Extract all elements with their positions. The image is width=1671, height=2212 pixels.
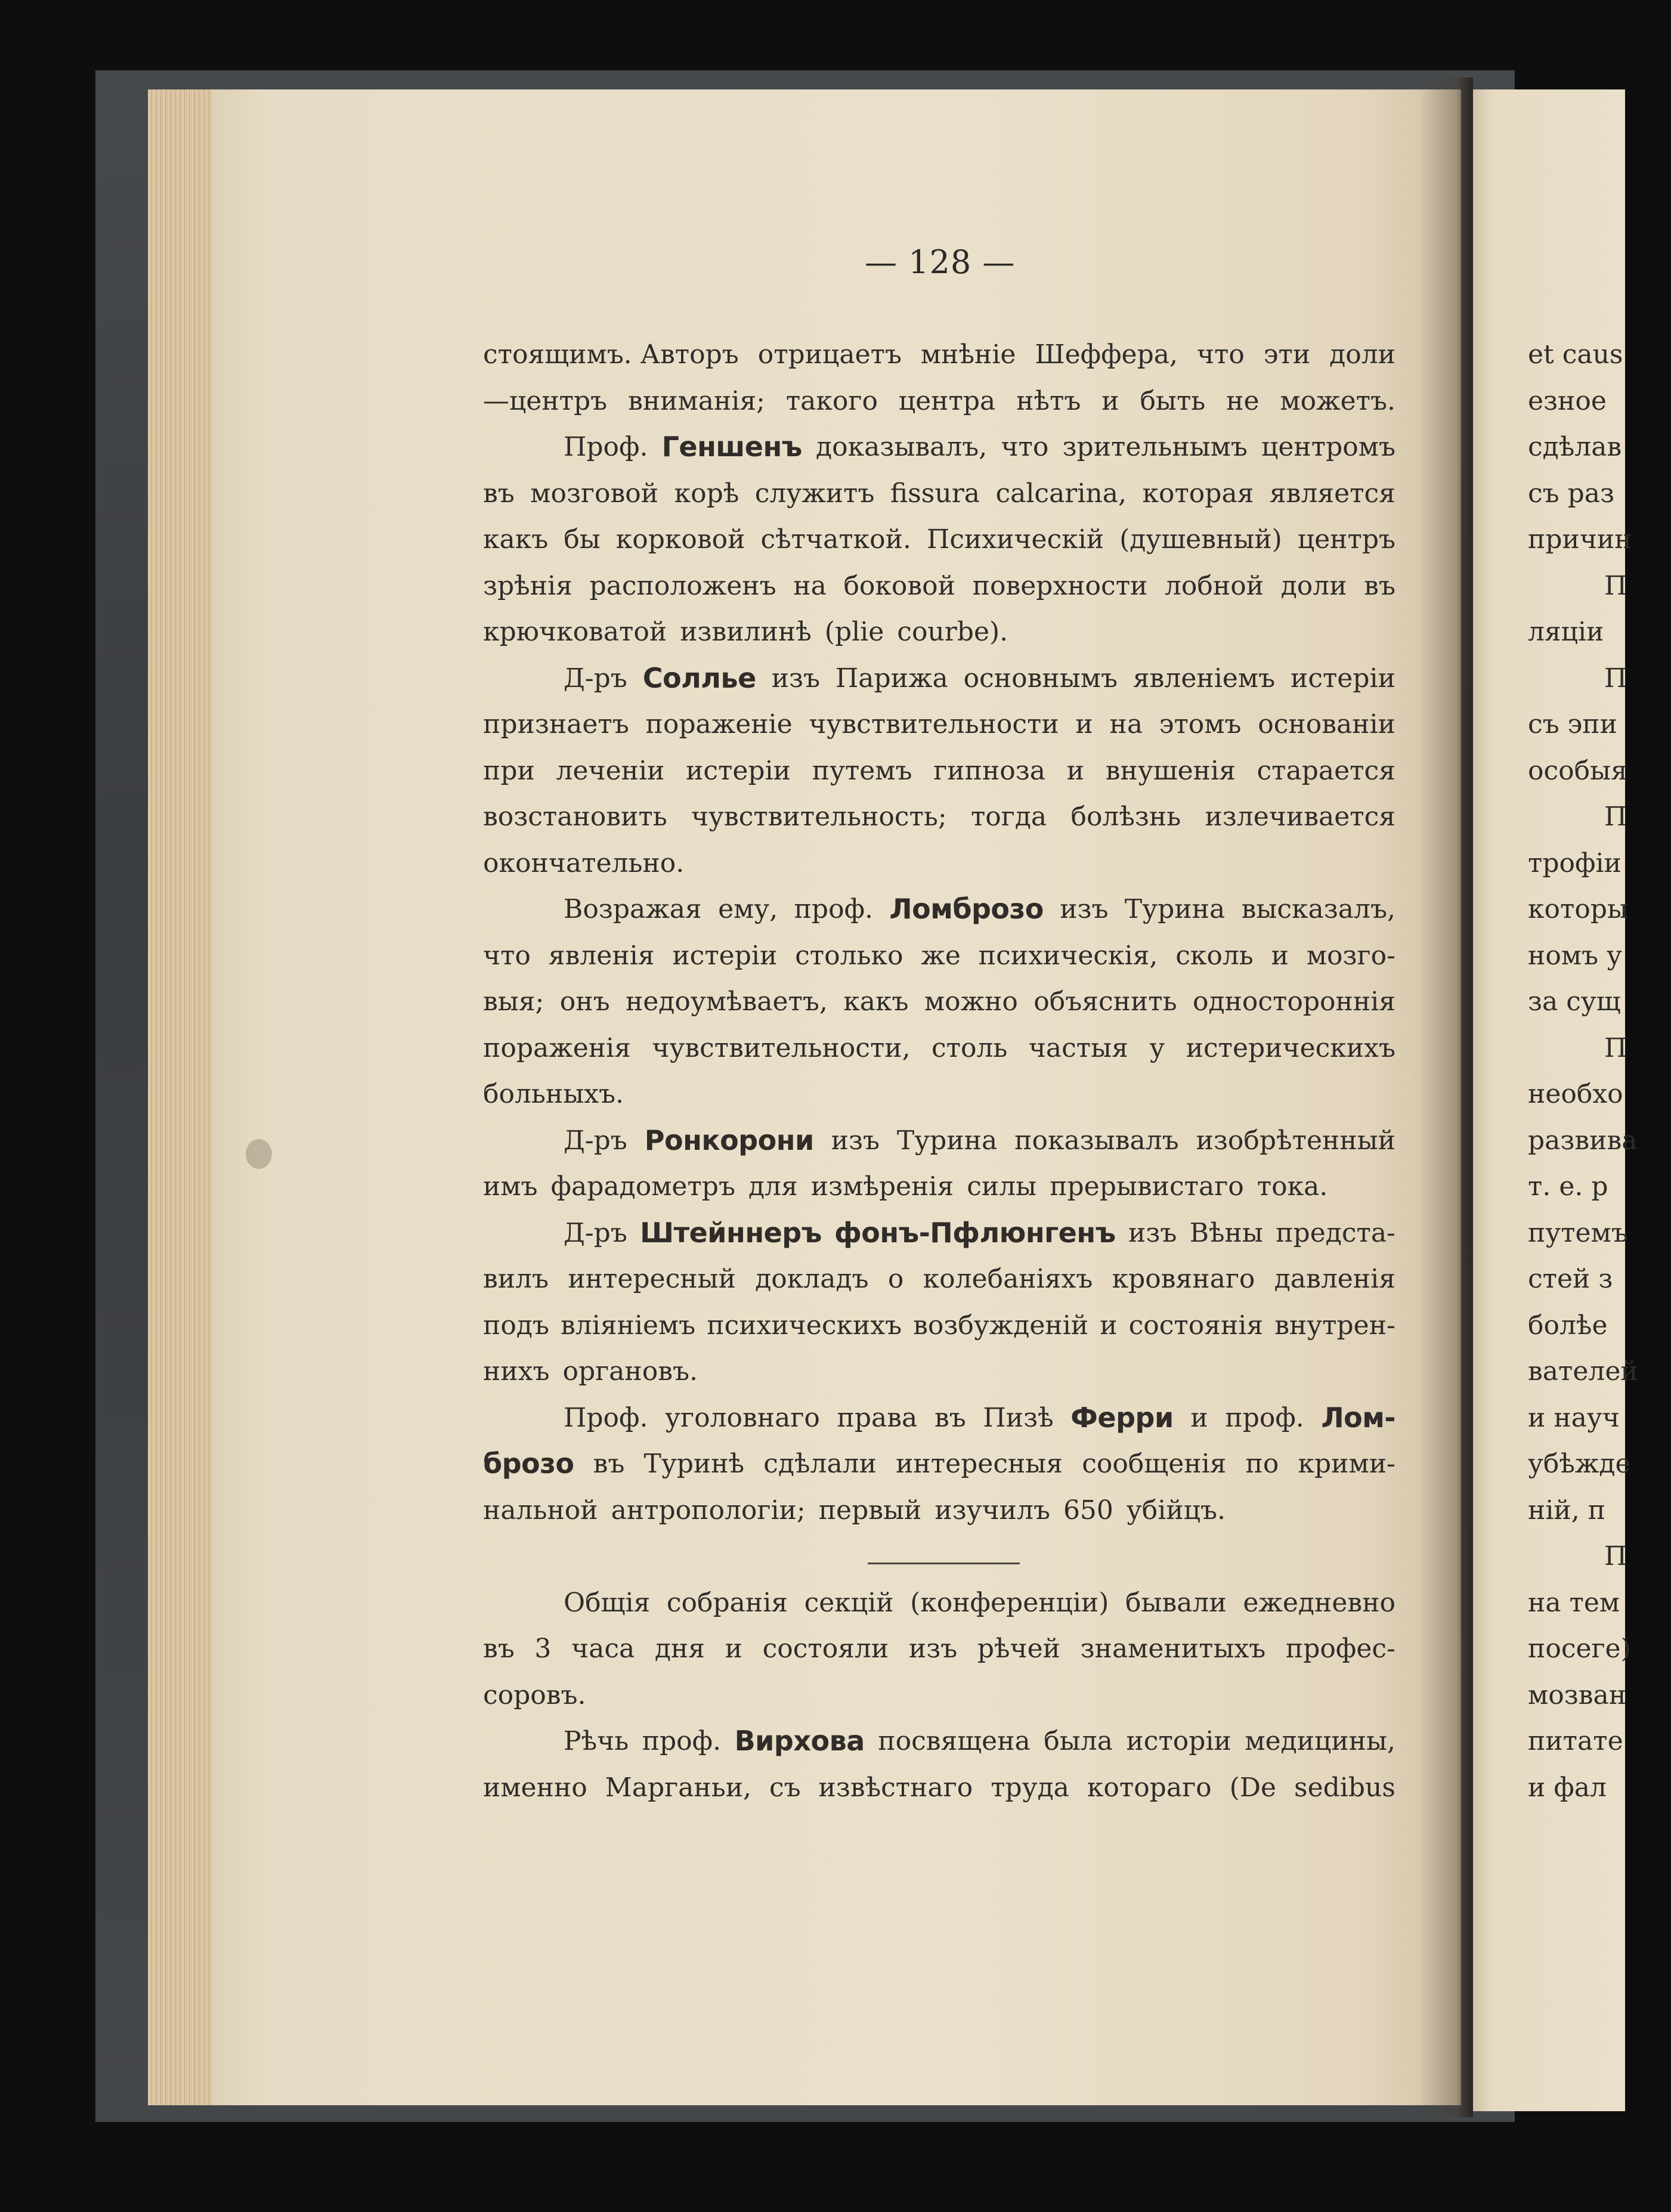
word: (конференціи) [910, 1587, 1109, 1618]
word: лобной [1164, 570, 1264, 601]
word: Д-ръ [564, 1125, 627, 1156]
word: центръ [1297, 524, 1395, 555]
word: которая [1142, 478, 1254, 509]
word: можно [924, 986, 1018, 1017]
text-line [483, 1580, 1395, 1626]
word: извилинѣ [680, 617, 812, 647]
word: органовъ. [562, 1356, 698, 1387]
word: не [1226, 385, 1260, 416]
word: и [1075, 709, 1093, 740]
word: подъ [483, 1310, 549, 1341]
word: Психическій [926, 524, 1104, 555]
book-gutter [1419, 78, 1473, 2117]
text-line: вателей [1528, 1356, 1638, 1387]
word: (plie [824, 617, 884, 647]
person-name: Ферри [1070, 1401, 1174, 1434]
word: внушенія [1105, 755, 1236, 786]
word: же [921, 940, 961, 971]
paper-stain [246, 1139, 272, 1169]
word: истеріи [672, 940, 778, 971]
word: истерическихъ [1186, 1032, 1395, 1063]
text-line [483, 655, 1395, 702]
word: и [725, 1634, 742, 1664]
word: Д-ръ [564, 1217, 627, 1248]
word: имъ [483, 1171, 538, 1202]
word: крими- [1298, 1449, 1395, 1479]
word: явленіемъ [1132, 663, 1276, 694]
text-line [483, 332, 1395, 378]
text-line [483, 840, 1395, 887]
word: часа [571, 1634, 635, 1664]
word: чувствительности [809, 709, 1059, 740]
text-line [483, 794, 1395, 840]
text-line [483, 1164, 1395, 1210]
word: изъ [771, 663, 821, 694]
person-name: Геншенъ [661, 431, 802, 463]
word: courbe). [897, 617, 1008, 647]
word: и [1100, 1310, 1118, 1341]
text-line: развива [1528, 1125, 1638, 1156]
word: въ [1364, 570, 1395, 601]
word: состоянія [1128, 1310, 1264, 1341]
text-line: необхо [1528, 1079, 1623, 1109]
text-line [483, 1395, 1395, 1441]
word: чувствительности, [652, 1032, 911, 1063]
text-line [483, 609, 1395, 655]
word: центра [898, 385, 996, 416]
text-line: ляціи [1528, 617, 1604, 647]
word: внутрен- [1274, 1310, 1395, 1341]
word: вниманія; [628, 385, 765, 416]
word: что [1001, 432, 1049, 462]
word: Турина [896, 1125, 998, 1156]
word: изучилъ [934, 1495, 1050, 1526]
text-line: съ раз [1528, 478, 1615, 509]
word: излечивается [1205, 802, 1395, 832]
text-line: путемъ [1528, 1217, 1628, 1248]
word: знаменитыхъ [1080, 1634, 1266, 1664]
word: расположенъ [589, 570, 776, 601]
word: проф. [794, 894, 874, 924]
word: медицины, [1245, 1726, 1395, 1756]
word: центромъ [1261, 432, 1395, 462]
word: этомъ [1159, 709, 1242, 740]
word: пораженіе [645, 709, 793, 740]
word: въ [483, 1634, 515, 1664]
text-line: убѣжде [1528, 1449, 1631, 1479]
person-name: Вирхова [734, 1725, 865, 1757]
word: кровянаго [1112, 1264, 1255, 1294]
left-page-text [483, 332, 1395, 1811]
text-line: ній, п [1528, 1495, 1606, 1526]
word: какъ [843, 986, 909, 1017]
word: ему, [718, 894, 778, 924]
word: секцій [804, 1587, 894, 1618]
text-line: болѣе [1528, 1310, 1608, 1341]
word: давленія [1274, 1264, 1395, 1294]
word: тогда [970, 802, 1047, 832]
word: явленія [548, 940, 655, 971]
word: является [1269, 478, 1395, 509]
word: старается [1257, 755, 1395, 786]
page-number: — 128 — [865, 243, 1016, 281]
text-line: сдѣлав [1528, 432, 1622, 462]
word: высказалъ, [1241, 894, 1395, 924]
text-line: П [1604, 1541, 1627, 1571]
word: признаетъ [483, 709, 629, 740]
person-name: брозо [483, 1447, 574, 1480]
word: проф. [1225, 1402, 1304, 1433]
word: недоумѣваетъ, [625, 986, 828, 1017]
word: sedibus [1294, 1772, 1395, 1803]
word: Возражая [564, 894, 702, 924]
word: стоящимъ. Авторъ [483, 339, 739, 370]
word: нальной [483, 1495, 598, 1526]
word: гипноза [933, 755, 1045, 786]
person-name: фонъ-Пфлюнгенъ [834, 1216, 1116, 1249]
text-line: стей з [1528, 1264, 1613, 1294]
word: нихъ [483, 1356, 550, 1387]
word: больныхъ. [483, 1079, 624, 1109]
word: въ [593, 1449, 625, 1479]
word: показывалъ [1014, 1125, 1179, 1156]
word: (душевный) [1119, 524, 1282, 555]
word: окончательно. [483, 847, 685, 878]
text-line [483, 701, 1395, 748]
word: эти [1263, 339, 1311, 370]
text-line: П [1604, 663, 1627, 694]
word: Туринѣ [643, 1449, 745, 1479]
text-line: et caus [1528, 339, 1623, 370]
text-line [483, 1718, 1395, 1765]
word: фарадометръ [550, 1171, 735, 1202]
word: профес- [1285, 1634, 1395, 1664]
word: труда [991, 1772, 1069, 1803]
word: посвящена [878, 1726, 1031, 1756]
text-line [483, 1025, 1395, 1072]
word: Марганьи, [605, 1772, 752, 1803]
word: возбужденій [913, 1310, 1089, 1341]
word: котораго [1087, 1772, 1212, 1803]
word: тока. [1257, 1171, 1328, 1202]
word: Проф. [564, 1402, 648, 1433]
word: служитъ [754, 478, 875, 509]
word: зрѣнія [483, 570, 573, 601]
word: боковой [843, 570, 955, 601]
word: уголовнаго [665, 1402, 820, 1433]
word: изобрѣтенный [1196, 1125, 1395, 1156]
word: доли [1280, 570, 1347, 601]
word: столько [795, 940, 903, 971]
text-line: П [1604, 570, 1627, 601]
word: вліяніемъ [560, 1310, 696, 1341]
word: на [793, 570, 827, 601]
text-line: причин [1528, 524, 1632, 555]
text-line: съ эпи [1528, 709, 1617, 740]
word: истеріи [686, 755, 791, 786]
section-separator [868, 1563, 1020, 1564]
word: одностороннія [1192, 986, 1395, 1017]
word: для [748, 1171, 798, 1202]
text-line [483, 933, 1395, 979]
text-line: мозван [1528, 1679, 1627, 1710]
word: calcarina, [995, 478, 1127, 509]
word: такого [785, 385, 878, 416]
word: въ [934, 1402, 966, 1433]
word: сообщенія [1082, 1449, 1227, 1479]
word: антропологіи; [611, 1495, 806, 1526]
word: fissura [890, 478, 980, 509]
word: и [1271, 940, 1289, 971]
text-line: и фал [1528, 1772, 1607, 1803]
word: рѣчей [977, 1634, 1060, 1664]
word: леченіи [556, 755, 665, 786]
word: нѣтъ [1016, 385, 1081, 416]
word: крючковатой [483, 617, 667, 647]
text-line: на тем [1528, 1587, 1620, 1618]
word: о [887, 1264, 904, 1294]
word: частыя [1028, 1032, 1128, 1063]
word: какъ [483, 524, 549, 555]
text-line: номъ у [1528, 940, 1622, 971]
word: измѣренія [810, 1171, 954, 1202]
word: корковой [615, 524, 745, 555]
word: Общія [564, 1587, 651, 1618]
text-line [483, 1210, 1395, 1257]
word: психическія, [978, 940, 1158, 971]
right-page-text-fragment [1528, 332, 1671, 1811]
word: Д-ръ [564, 663, 627, 694]
word: болѣзнь [1070, 802, 1181, 832]
word: изъ [1060, 894, 1109, 924]
text-line: которы [1528, 894, 1629, 924]
page-edges [148, 89, 212, 2105]
text-line [483, 1348, 1395, 1395]
word: доказывалъ, [816, 432, 988, 462]
word: докладъ [755, 1264, 869, 1294]
word: въ [483, 478, 515, 509]
word: мнѣніе [920, 339, 1016, 370]
word: поверхности [972, 570, 1148, 601]
word: состояли [762, 1634, 889, 1664]
text-line [483, 471, 1395, 517]
text-line: П [1604, 802, 1627, 832]
word: и [1066, 755, 1085, 786]
word: истеріи [1291, 663, 1395, 694]
word: корѣ [674, 478, 739, 509]
word: изъ [831, 1125, 880, 1156]
text-line [483, 1256, 1395, 1303]
word: исторіи [1126, 1726, 1231, 1756]
word: извѣстнаго [818, 1772, 973, 1803]
word: Вѣны [1189, 1217, 1263, 1248]
word: —центръ [483, 385, 608, 416]
blank-line [483, 1533, 1395, 1580]
word: была [1044, 1726, 1113, 1756]
text-line: за сущ [1528, 986, 1621, 1017]
word: на [1109, 709, 1143, 740]
word: бывали [1125, 1587, 1227, 1618]
word: зрительнымъ [1062, 432, 1248, 462]
text-line [483, 1303, 1395, 1349]
word: что [483, 940, 531, 971]
word: Парижа [835, 663, 948, 694]
text-line: трофіи [1528, 847, 1622, 878]
text-line [483, 563, 1395, 610]
word: при [483, 755, 535, 786]
text-line [483, 1071, 1395, 1118]
word: что [1196, 339, 1245, 370]
word: Рѣчь [564, 1726, 629, 1756]
word: пораженія [483, 1032, 631, 1063]
text-line: особыя [1528, 755, 1627, 786]
word: основнымъ [963, 663, 1118, 694]
text-line [483, 1626, 1395, 1672]
word: первый [818, 1495, 922, 1526]
text-line [483, 1765, 1395, 1811]
word: изъ [1128, 1217, 1177, 1248]
word: соровъ. [483, 1679, 586, 1710]
person-name: Лом- [1321, 1401, 1395, 1434]
word: столь [932, 1032, 1008, 1063]
person-name: Солльe [642, 661, 756, 694]
text-line: и науч [1528, 1402, 1620, 1433]
text-line: езное [1528, 385, 1607, 416]
word: отрицаетъ [757, 339, 902, 370]
word: Проф. [564, 432, 648, 462]
text-line: т. е. р [1528, 1171, 1608, 1202]
word: путемъ [812, 755, 912, 786]
word: Шеффера, [1035, 339, 1178, 370]
text-line [483, 378, 1395, 425]
word: Турина [1124, 894, 1226, 924]
word: чувствительность; [691, 802, 947, 832]
person-name: Ронкорони [644, 1124, 814, 1156]
person-name: Штейннеръ [640, 1216, 822, 1249]
text-line [483, 1487, 1395, 1534]
word: колебаніяхъ [923, 1264, 1093, 1294]
text-line [483, 748, 1395, 794]
text-line [483, 886, 1395, 933]
word: проф. [642, 1726, 722, 1756]
word: вилъ [483, 1264, 549, 1294]
word: предста- [1276, 1217, 1395, 1248]
word: именно [483, 1772, 587, 1803]
text-line: питате [1528, 1726, 1623, 1756]
word: быть [1140, 385, 1206, 416]
word: по [1245, 1449, 1279, 1479]
word: силы [967, 1171, 1037, 1202]
word: изъ [908, 1634, 958, 1664]
text-line: посеге) [1528, 1634, 1631, 1664]
word: интересный [568, 1264, 736, 1294]
word: объяснить [1033, 986, 1177, 1017]
word: 3 [534, 1634, 552, 1664]
word: психическихъ [707, 1310, 902, 1341]
word: у [1149, 1032, 1165, 1063]
word: 650 [1063, 1495, 1113, 1526]
word: мозго- [1306, 940, 1395, 971]
person-name: Ломброзо [889, 893, 1044, 925]
text-line [483, 424, 1395, 471]
word: и [1190, 1402, 1208, 1433]
word: сѣтчаткой. [760, 524, 911, 555]
word: основаніи [1258, 709, 1395, 740]
word: выя; [483, 986, 544, 1017]
word: сдѣлали [763, 1449, 877, 1479]
text-line [483, 1672, 1395, 1719]
word: возстановить [483, 802, 667, 832]
word: прерывистаго [1050, 1171, 1244, 1202]
text-line [483, 979, 1395, 1025]
text-line: П [1604, 1032, 1627, 1063]
text-line [483, 516, 1395, 563]
word: (De [1229, 1772, 1277, 1803]
word: онъ [559, 986, 610, 1017]
word: и [1101, 385, 1119, 416]
text-line [483, 1441, 1395, 1487]
word: убійцъ. [1126, 1495, 1226, 1526]
word: интересныя [896, 1449, 1063, 1479]
word: Пизѣ [983, 1402, 1054, 1433]
word: мозговой [530, 478, 659, 509]
word: ежедневно [1243, 1587, 1395, 1618]
text-line [483, 1118, 1395, 1164]
word: собранія [666, 1587, 788, 1618]
word: бы [564, 524, 601, 555]
word: сколь [1175, 940, 1254, 971]
word: права [837, 1402, 918, 1433]
word: можетъ. [1280, 385, 1395, 416]
word: доли [1329, 339, 1395, 370]
word: съ [769, 1772, 801, 1803]
word: дня [654, 1634, 705, 1664]
